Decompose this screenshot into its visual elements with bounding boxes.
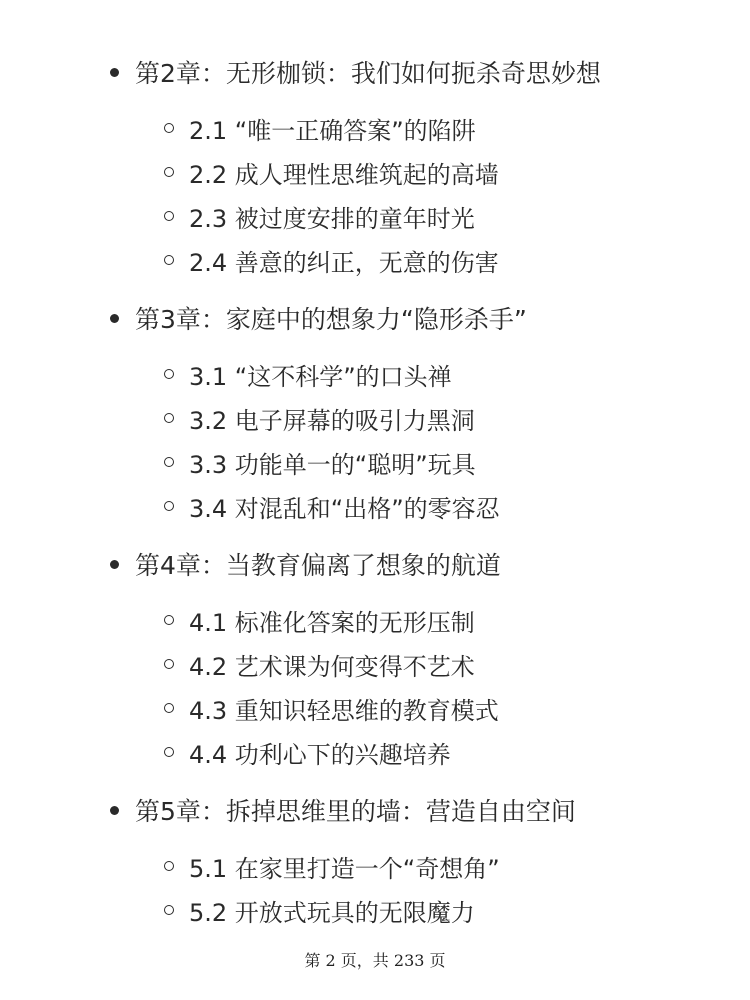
bullet-icon — [110, 806, 119, 815]
section-title: 3.4 对混乱和“出格”的零容忍 — [189, 494, 500, 523]
circle-bullet-icon — [164, 501, 174, 511]
section-title: 2.3 被过度安排的童年时光 — [189, 204, 475, 233]
circle-bullet-icon — [164, 123, 174, 133]
circle-bullet-icon — [164, 747, 174, 757]
circle-bullet-icon — [164, 703, 174, 713]
section-2-1 — [164, 111, 476, 145]
section-title: 2.2 成人理性思维筑起的高墙 — [189, 160, 499, 189]
section-title: 2.4 善意的纠正，无意的伤害 — [189, 248, 499, 277]
section-title: 4.2 艺术课为何变得不艺术 — [189, 652, 475, 681]
bullet-icon — [110, 560, 119, 569]
circle-bullet-icon — [164, 615, 174, 625]
circle-bullet-icon — [164, 211, 174, 221]
circle-bullet-icon — [164, 167, 174, 177]
circle-bullet-icon — [164, 861, 174, 871]
section-3-1 — [164, 357, 452, 391]
chapter-title: 第2章：无形枷锁：我们如何扼杀奇思妙想 — [135, 59, 601, 88]
chapter-title: 第5章：拆掉思维里的墙：营造自由空间 — [135, 797, 576, 826]
circle-bullet-icon — [164, 905, 174, 915]
section-title: 5.1 在家里打造一个“奇想角” — [189, 854, 500, 883]
circle-bullet-icon — [164, 457, 174, 467]
section-4-1 — [164, 603, 475, 637]
section-3-3 — [164, 445, 476, 479]
section-title: 3.3 功能单一的“聪明”玩具 — [189, 450, 476, 479]
section-title: 2.1 “唯一正确答案”的陷阱 — [189, 116, 476, 145]
section-2-2 — [164, 155, 499, 189]
page-number: 第 2 页，共 233 页 — [304, 951, 446, 970]
section-4-2 — [164, 647, 475, 681]
chapter-title: 第4章：当教育偏离了想象的航道 — [135, 551, 501, 580]
chapter-title: 第3章：家庭中的想象力“隐形杀手” — [135, 305, 527, 334]
section-title: 3.2 电子屏幕的吸引力黑洞 — [189, 406, 475, 435]
section-title: 5.2 开放式玩具的无限魔力 — [189, 898, 475, 927]
section-2-4 — [164, 243, 499, 277]
circle-bullet-icon — [164, 255, 174, 265]
section-5-1 — [164, 849, 500, 883]
chapter-3 — [110, 300, 527, 336]
bullet-icon — [110, 68, 119, 77]
chapter-2 — [110, 54, 601, 90]
bullet-icon — [110, 314, 119, 323]
circle-bullet-icon — [164, 659, 174, 669]
section-3-4 — [164, 489, 500, 523]
section-5-2 — [164, 893, 475, 927]
section-title: 4.1 标准化答案的无形压制 — [189, 608, 475, 637]
circle-bullet-icon — [164, 413, 174, 423]
section-4-3 — [164, 691, 499, 725]
chapter-5 — [110, 792, 576, 828]
chapter-4 — [110, 546, 501, 582]
section-3-2 — [164, 401, 475, 435]
section-title: 3.1 “这不科学”的口头禅 — [189, 362, 452, 391]
section-2-3 — [164, 199, 475, 233]
section-title: 4.4 功利心下的兴趣培养 — [189, 740, 451, 769]
section-4-4 — [164, 735, 451, 769]
section-title: 4.3 重知识轻思维的教育模式 — [189, 696, 499, 725]
circle-bullet-icon — [164, 369, 174, 379]
